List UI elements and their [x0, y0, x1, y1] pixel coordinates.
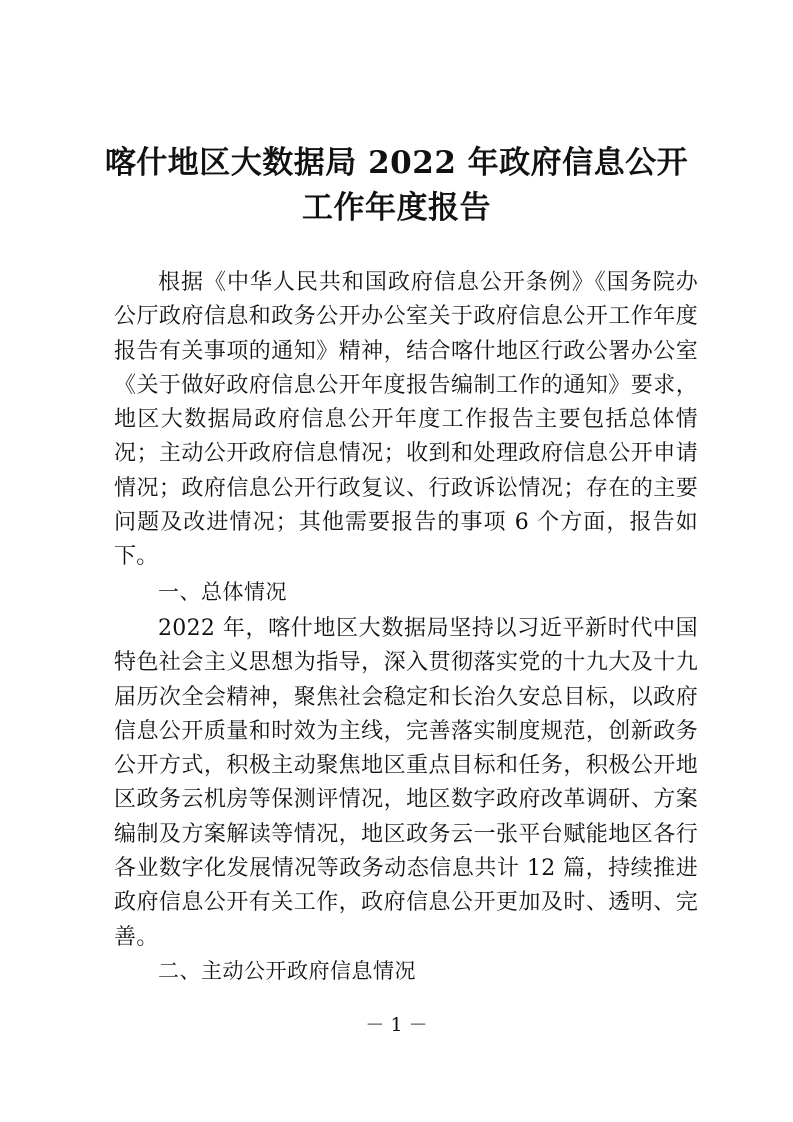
document-title-line-1: 喀什地区大数据局 2022 年政府信息公开	[104, 145, 689, 181]
intro-paragraph: 根据《中华人民共和国政府信息公开条例》《国务院办公厅政府信息和政务公开办公室关于政府信息公开工作年度报告有关事项的通知》精神，结合喀什地区行政公署办公室《关于做好政府信息公开年度报告编制工作的通知》要求，地区大数据局政府信息公开年度工作报告主要包括总体情况；主动公开政府信息情况；收到和处理政府信息公开申请情况；政府信息公开行政复议、行政诉讼情况；存在的主要问题及改进情况；其他需要报告的事项 6 个方面，报告如下。	[114, 270, 698, 570]
document-title-line-2: 工作年度报告	[302, 190, 491, 226]
section-heading-overview: 一、总体情况	[158, 580, 287, 604]
section-heading-proactive-disclosure: 二、主动公开政府信息情况	[158, 959, 416, 983]
page-number: － 1 －	[365, 1014, 428, 1036]
overview-paragraph: 2022 年，喀什地区大数据局坚持以习近平新时代中国特色社会主义思想为指导，深入贯彻落实党的十九大及十九届历次全会精神，聚焦社会稳定和长治久安总目标，以政府信息公开质量和时效为主线，完善落实制度规范，创新政务公开方式，积极主动聚焦地区重点目标和任务，积极公开地区政务云机房等保测评情况，地区数字政府改革调研、方案编制及方案解读等情况，地区政务云一张平台赋能地区各行各业数字化发展情况等政务动态信息共计 12 篇，持续推进政府信息公开有关工作，政府信息公开更加及时、透明、完善。	[114, 616, 698, 950]
